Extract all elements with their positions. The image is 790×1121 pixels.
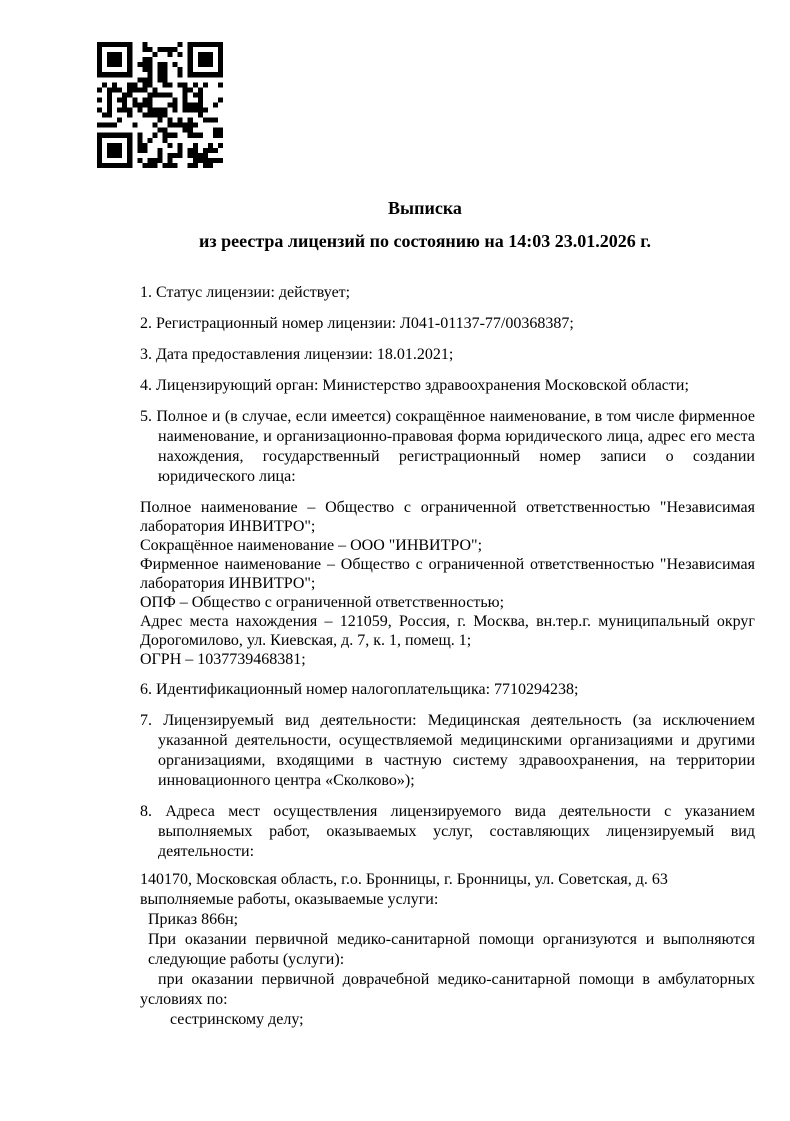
works-services-label: выполняемые работы, оказываемые услуги: [140,891,439,908]
item-number: 4. [140,377,152,394]
item-text: Статус лицензии: действует; [156,284,351,301]
activity-address-block [140,870,755,1030]
item-text: Полное и (в случае, если имеется) сокращённое наименование, в том числе фирменное наименование, и организационно-правовая форма юридического лица, адрес его места нахождения, государственный регистрационный номер записи о создании юридического лица: [156,408,756,485]
item-3-grant-date [140,345,755,365]
item-number: 6. [140,681,152,698]
nursing-service-item: сестринскому делу; [170,1011,304,1028]
item-number: 1. [140,284,152,301]
item-number: 5. [140,408,152,425]
item-number: 7. [140,712,152,729]
item-4-licensing-authority [140,376,755,396]
item-number: 3. [140,346,152,363]
document-body [140,283,755,1030]
item-text: Адреса мест осуществления лицензируемого вида деятельности с указанием выполняемых работ, оказываемых услуг, составляющих лицензируемый вид деятельности: [158,803,756,860]
activity-address: 140170, Московская область, г.о. Бронницы, г. Бронницы, ул. Советская, д. 63 [140,871,668,888]
document-title: Выписка [388,198,462,218]
entity-full-name: Полное наименование – Общество с ограниченной ответственностью "Независимая лаборатория ИНВИТРО"; [140,499,755,535]
item-text: Регистрационный номер лицензии: Л041-01137-77/00368387; [156,315,574,332]
primary-care-paragraph: При оказании первичной медико-санитарной помощи организуются и выполняются следующие работы (услуги): [148,931,755,968]
entity-legal-form: ОПФ – Общество с ограниченной ответственностью; [140,594,505,611]
item-6-taxpayer-number [140,680,755,700]
item-8-addresses-heading [140,802,755,862]
item-number: 2. [140,315,152,332]
entity-brand-name: Фирменное наименование – Общество с ограниченной ответственностью "Независимая лаборатория ИНВИТРО"; [140,556,755,592]
item-7-licensed-activity [140,711,755,791]
entity-short-name: Сокращённое наименование – ООО "ИНВИТРО"; [140,537,483,554]
item-2-registration-number [140,314,755,334]
item-5-entity-names-heading [140,407,755,487]
order-866n: Приказ 866н; [148,911,239,928]
entity-ogrn: ОГРН – 1037739468381; [140,651,306,668]
document-header [95,198,755,251]
item-text: Лицензируемый вид деятельности: Медицинская деятельность (за исключением указанной деятельности, осуществляемой медицинскими организациями и другими организациями, входящими в частную систему здравоохранения, на территории инновационного центра «Сколково»); [158,712,756,789]
pre-medical-care-paragraph: при оказании первичной доврачебной медико-санитарной помощи в амбулаторных условиях по: [140,971,755,1008]
item-text: Лицензирующий орган: Министерство здравоохранения Московской области; [156,377,689,394]
item-1-license-status [140,283,755,303]
document-subtitle: из реестра лицензий по состоянию на 14:03 23.01.2026 г. [199,231,651,251]
item-text: Дата предоставления лицензии: 18.01.2021; [156,346,454,363]
entity-address: Адрес места нахождения – 121059, Россия, г. Москва, вн.тер.г. муниципальный округ Дорогомилово, ул. Киевская, д. 7, к. 1, помещ. 1; [140,613,755,649]
entity-details-block [140,498,755,669]
qr-code [97,42,223,168]
item-text: Идентификационный номер налогоплательщика: 7710294238; [156,681,579,698]
item-number: 8. [140,803,152,820]
